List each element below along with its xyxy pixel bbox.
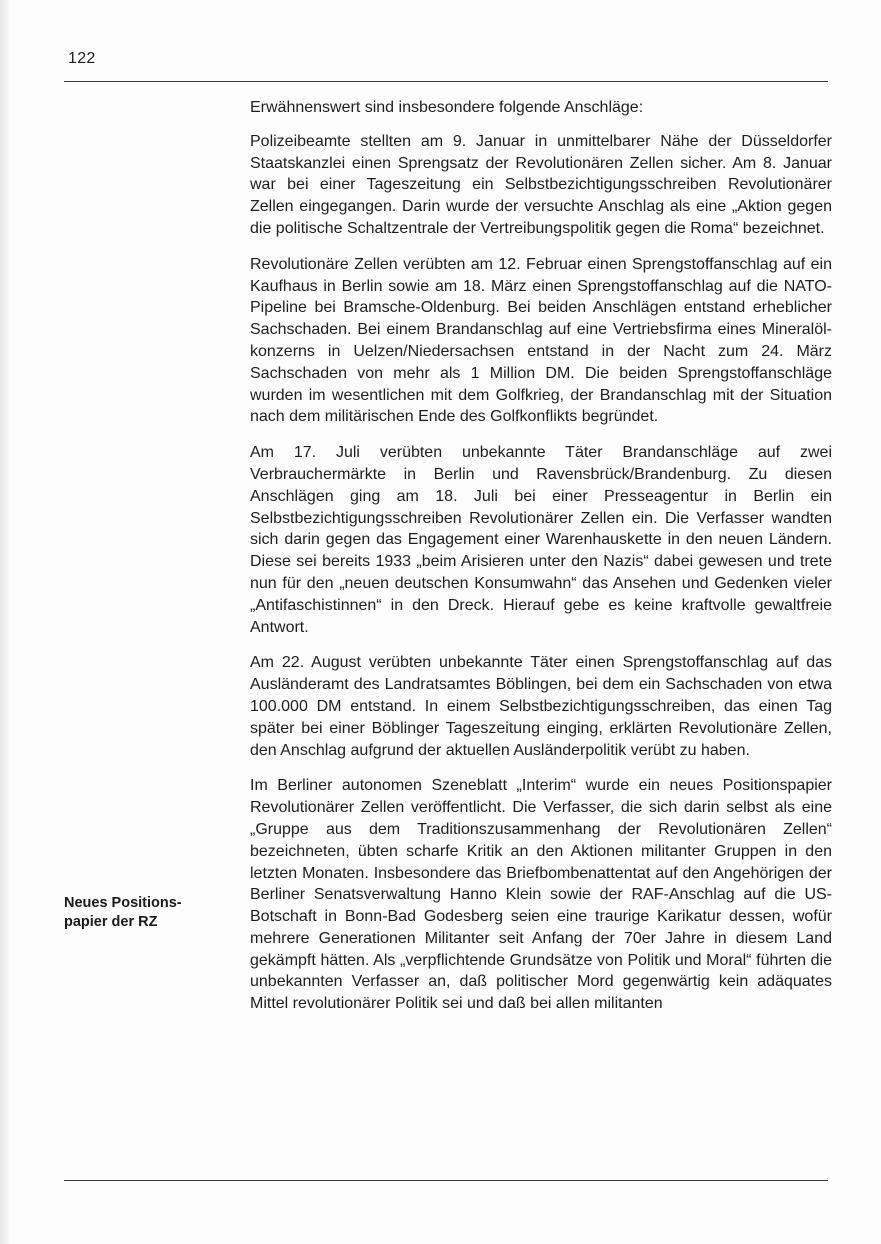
intro-paragraph: Erwähnenswert sind insbesondere folgende Anschläge:	[250, 99, 644, 116]
scan-edge-shadow	[0, 0, 10, 1244]
paragraph-position-paper: Im Berliner autonomen Szeneblatt „Interim“ wurde ein neues Positionspapier Revolutionärer Zellen veröffentlicht. Die Verfasser, die sich darin selbst als eine „Gruppe aus dem Traditionszusammenhang der Revolutionären Zellen“ bezeichneten, übten scharfe Kritik an den Aktionen militanter Gruppen in den letzten Monaten. Insbesondere das Briefbombenattentat auf den Angehörigen der Berliner Senatsverwaltung Hanno Klein sowie der RAF-Anschlag auf die US-Botschaft in Bonn-Bad Godesberg seien eine traurige Karikatur dessen, wofür mehrere Generationen Militanter seit Anfang der 70er Jahre in diesem Land gekämpft hätten. Als „verpflichtende Grundsätze von Politik und Moral“ führten die unbekannten Verfasser an, daß politischer Mord gegenwärtig kein adäquates Mittel revolutionärer Politik sei und daß bei allen militanten	[250, 777, 832, 1013]
paragraph-august: Am 22. August verübten unbekannte Täter einen Sprengstoffanschlag auf das Ausländeramt des Landratsamtes Böblingen, bei dem ein Sachschaden von etwa 100.000 DM entstand. In einem Selbstbezichtigungsschreiben, das einen Tag später bei einer Böblinger Tageszeitung einging, erklärten Revolutionäre Zellen, den Anschlag aufgrund der aktuellen Ausländerpolitik verübt zu haben.	[250, 654, 832, 759]
footer-rule	[64, 1180, 828, 1181]
margin-note: Neues Positions- papier der RZ	[64, 895, 182, 930]
main-text-column	[250, 97, 832, 1029]
header-rule	[64, 81, 828, 82]
paragraph-february-march: Revolutionäre Zellen verübten am 12. Februar einen Sprengstoffanschlag auf ein Kaufhaus in Berlin sowie am 18. März einen Sprengstoffanschlag auf die NATO-Pipeline bei Bramsche-Oldenburg. Bei beiden Anschlägen entstand erheblicher Sachschaden. Bei einem Brandanschlag auf eine Vertriebsfirma eines Mineralölkonzerns in Uelzen/Niedersachsen entstand in der Nacht zum 24. März Sachschaden von mehr als 1 Million DM. Die beiden Sprengstoffanschläge wurden im wesentlichen mit dem Golfkrieg, der Brandanschlag mit der Situation nach dem militärischen Ende des Golfkonflikts begründet.	[250, 255, 832, 426]
paragraph-duesseldorf: Polizeibeamte stellten am 9. Januar in unmittelbarer Nähe der Düsseldorfer Staatskanzlei einen Sprengsatz der Revolutionären Zellen sicher. Am 8. Januar war bei einer Tageszeitung ein Selbstbezichtigungsschreiben Revolutionärer Zellen eingegangen. Darin wurde der versuchte Anschlag als eine „Aktion gegen die politische Schaltzentrale der Vertreibungspolitik gegen die Roma“ bezeichnet.	[250, 132, 832, 237]
paragraph-july: Am 17. Juli verübten unbekannte Täter Brandanschläge auf zwei Verbrauchermärkte in Berlin und Ravensbrück/Brandenburg. Zu diesen Anschlägen ging am 18. Juli bei einer Presseagentur in Berlin ein Selbstbezichtigungsschreiben Revolutionärer Zellen ein. Die Verfasser wandten sich darin gegen das Engagement einer Warenhauskette in den neuen Ländern. Diese sei bereits 1933 „beim Arisieren unter den Nazis“ dabei gewesen und trete nun für den „neuen deutschen Konsumwahn“ das Ansehen und Gedenken vieler „Antifaschistinnen“ in den Dreck. Hierauf gebe es keine kraftvolle gewaltfreie Antwort.	[250, 444, 832, 636]
page-number: 122	[68, 50, 96, 67]
